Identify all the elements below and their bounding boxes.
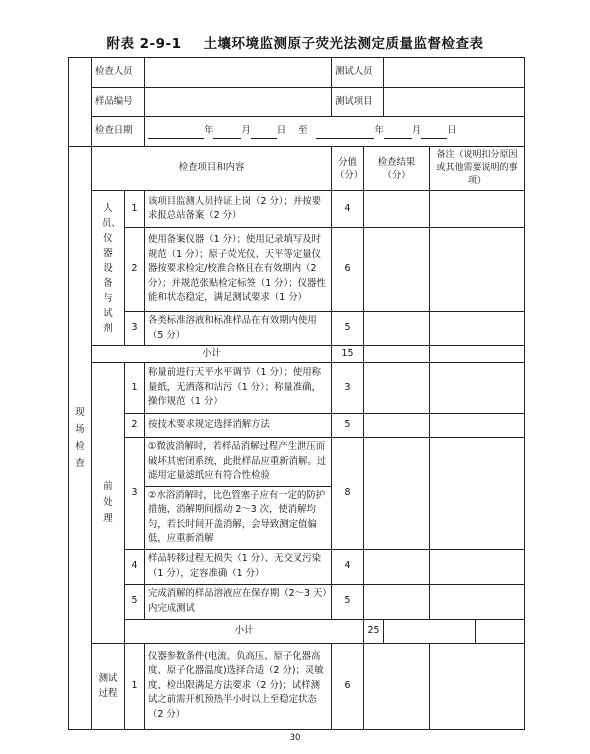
table-row (69, 363, 525, 414)
row-result[interactable] (364, 549, 430, 584)
row-score: 5 (332, 584, 364, 619)
row-content: 按技术要求规定选择消解方法 (145, 414, 332, 438)
table-number: 附表 2-9-1 (106, 36, 182, 52)
row-remark[interactable] (430, 363, 525, 414)
date-range[interactable]: 年 月 日 至 年 月 日 (145, 117, 525, 147)
row-score: 6 (332, 228, 364, 312)
table-row (69, 438, 525, 550)
row-content: 称量前进行天平水平调节（1 分）；使用称量纸，无洒落和沾污（1 分）；称量准确，操作规范（1 分） (145, 363, 332, 414)
table-row (69, 414, 525, 438)
row-number: 5 (125, 584, 145, 619)
row-content: 该项目监测人员持证上岗（2 分）；并按要求报总站备案（2 分） (145, 191, 332, 228)
table-row (69, 228, 525, 312)
info-row-sample (69, 88, 525, 117)
row-remark[interactable] (430, 584, 525, 619)
row-remark[interactable] (430, 414, 525, 438)
header-result: 检查结果（分） (364, 147, 430, 191)
tester-value[interactable] (384, 58, 525, 88)
table-row (69, 584, 525, 619)
row-score: 5 (332, 312, 364, 346)
row-result[interactable] (364, 363, 430, 414)
category-label: 现场检查 (75, 406, 85, 469)
row-number: 3 (125, 438, 145, 550)
row-content: 仪器参数条件(电流、负高压、原子化器高度、原子化器温度)选择合适（2 分)；灵敏度、检出限满足方法要求（2 分)；试样测试之前需开机预热半小时以上至稳定状态（2 分） (145, 643, 332, 729)
row-content: 各类标准溶液和标准样品在有效期内使用（5 分） (145, 312, 332, 346)
row-score: 5 (332, 414, 364, 438)
inspector-value[interactable] (145, 58, 332, 88)
row-result[interactable] (364, 643, 430, 729)
test-item-value[interactable] (384, 88, 525, 117)
row-remark[interactable] (430, 438, 525, 550)
digestion-microwave: ①微波消解时，若样品消解过程产生泄压而破坏其密闭系统，此批样品应重新消解。过滤用定量滤纸应有符合性检验 (145, 438, 331, 487)
subtotal-row (69, 619, 525, 643)
row-content: 使用备案仪器（1 分）；使用记录填写及时规范（1 分）；原子荧光仪、天平等定量仪器按要求检定/校准合格且在有效期内（2 分）；并规范张贴检定标签（1 分）；仪器性能和状态稳定，满足测试要求（1 分） (145, 228, 332, 312)
row-number: 4 (125, 549, 145, 584)
subtotal-value: 25 (364, 619, 384, 643)
row-number: 1 (125, 191, 145, 228)
tester-label: 测试人员 (332, 58, 384, 88)
sample-no-label: 样品编号 (92, 88, 145, 117)
page-number: 30 (289, 733, 301, 743)
row-remark[interactable] (430, 228, 525, 312)
table-row (69, 549, 525, 584)
subtotal-result[interactable] (384, 619, 476, 643)
column-header-row (69, 147, 525, 191)
sample-no-value[interactable] (145, 88, 332, 117)
table-row (69, 191, 525, 228)
document-title (0, 32, 590, 52)
subtotal-label: 小计 (125, 619, 364, 643)
row-result[interactable] (364, 414, 430, 438)
test-item-label: 测试项目 (332, 88, 384, 117)
row-result[interactable] (364, 228, 430, 312)
row-remark[interactable] (430, 312, 525, 346)
subtotal-result[interactable] (364, 346, 430, 363)
row-remark[interactable] (430, 191, 525, 228)
row-content: 样品转移过程无损失（1 分）、无交叉污染（1 分），定容准确（1 分） (145, 549, 332, 584)
inspection-table (68, 57, 525, 730)
category-cell (69, 147, 92, 730)
digestion-waterbath: ②水浴消解时，比色管塞子应有一定的防护措施，消解期间摇动 2～3 次，使消解均匀，若长时间开盖消解，会导致测定值偏低，应重新消解 (148, 489, 326, 544)
subtotal-label: 小计 (92, 346, 332, 363)
row-number: 2 (125, 228, 145, 312)
row-number: 3 (125, 312, 145, 346)
row-score: 4 (332, 549, 364, 584)
row-result[interactable] (364, 312, 430, 346)
row-content (145, 438, 332, 550)
row-content: 完成消解的样品溶液应在保存期（2～3 天）内完成测试 (145, 584, 332, 619)
date-label: 检查日期 (92, 117, 145, 147)
group-label-pretreatment: 前处理 (92, 363, 125, 644)
row-number: 2 (125, 414, 145, 438)
table-row (69, 643, 525, 729)
group-label-testing: 测试过程 (92, 643, 125, 729)
info-row-date (69, 117, 525, 147)
header-remark: 备注（说明扣分原因或其他需要说明的事项） (430, 147, 525, 191)
subtotal-value: 15 (332, 346, 364, 363)
inspector-label: 检查人员 (92, 58, 145, 88)
subtotal-remark[interactable] (430, 346, 525, 363)
header-score: 分值（分） (332, 147, 364, 191)
table-row (69, 312, 525, 346)
info-left-blank (69, 58, 92, 147)
row-result[interactable] (364, 191, 430, 228)
row-result[interactable] (364, 584, 430, 619)
group-label-personnel: 人员、仪器设备与试剂 (92, 191, 125, 346)
row-remark[interactable] (430, 643, 525, 729)
table-title: 土壤环境监测原子荧光法测定质量监督检查表 (203, 36, 484, 52)
row-number: 1 (125, 643, 145, 729)
row-score: 8 (332, 438, 364, 550)
row-score: 3 (332, 363, 364, 414)
subtotal-row (69, 346, 525, 363)
row-number: 1 (125, 363, 145, 414)
row-remark[interactable] (430, 549, 525, 584)
subtotal-remark[interactable] (476, 619, 525, 643)
row-result[interactable] (364, 438, 430, 550)
row-score: 6 (332, 643, 364, 729)
header-items: 检查项目和内容 (92, 147, 332, 191)
row-score: 4 (332, 191, 364, 228)
info-row-inspector (69, 58, 525, 88)
